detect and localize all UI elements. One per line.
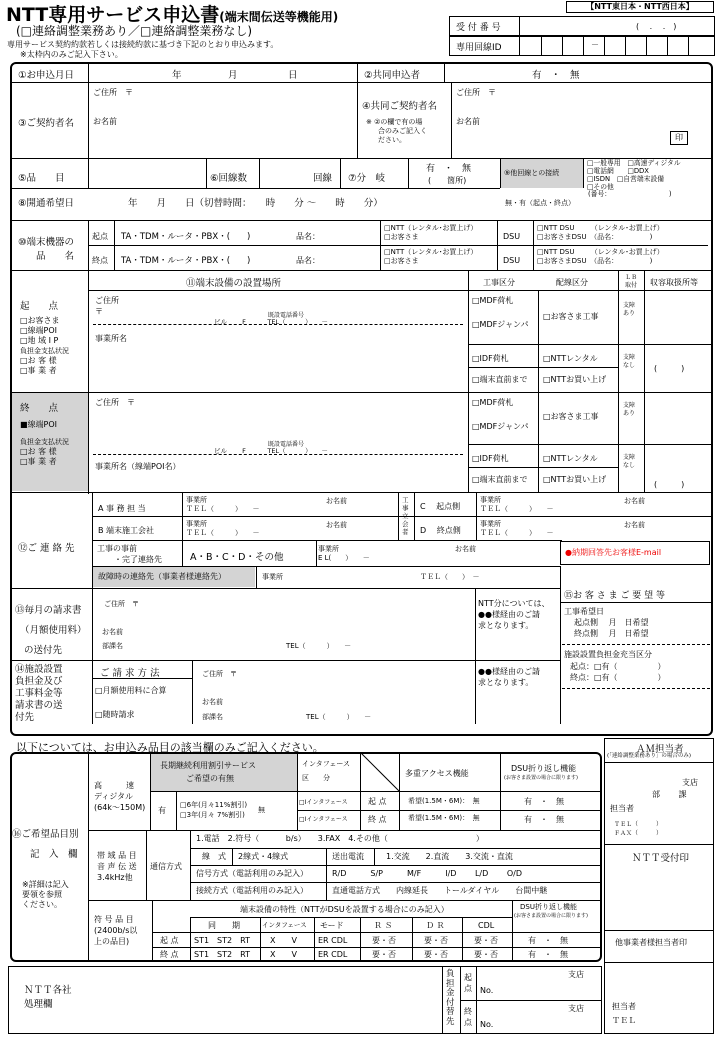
contact-b-name[interactable]: お名前 [326, 521, 347, 529]
contact-a: A 事 務 担 当 [98, 504, 146, 513]
side-branch[interactable]: 支店 [682, 778, 698, 787]
billing-address[interactable]: ご住所 〒 [104, 600, 139, 608]
contact-c-name[interactable]: お名前 [624, 497, 645, 505]
contact-e-office[interactable]: 事業所 [318, 545, 339, 553]
install-end-office[interactable]: 事業所名（線端POI名） [95, 462, 181, 471]
terminal-end-customer-dsu[interactable]: □お客さまDSU （品名： ) [537, 257, 653, 265]
footer-person[interactable]: 担当者 [612, 1002, 636, 1011]
lower-label-2: 記 入 欄 [30, 849, 78, 860]
receipt-number-label: 受 付 番 号 [456, 23, 501, 33]
application-year[interactable]: 年 [172, 70, 182, 81]
circuits-label: ⑥回線数 [210, 173, 248, 184]
start-date-right[interactable]: 無・有（起点・終点） [505, 199, 575, 207]
install-start-existing-phone: 既設電話番号 [268, 312, 305, 319]
terminal-start-ntt[interactable]: □NTT（レンタル･お買上げ） [384, 224, 478, 232]
terminal-end-ntt-dsu[interactable]: □NTT DSU （レンタル･お買上げ） [537, 248, 664, 256]
start-collection-paren[interactable]: ( ) [654, 364, 685, 373]
code-start-sync[interactable]: ST1 ST2 RT [194, 936, 250, 945]
footer-start: 起 点 [464, 973, 472, 993]
requests-label: ⑮お 客 さ ま ご 要 望 等 [564, 591, 666, 601]
multi-access-header: 多重アクセス機能 [405, 769, 469, 778]
install-start-postal[interactable]: 〒 [95, 307, 103, 316]
contact-d-tel[interactable]: ＴＥＬ（ ） － [480, 529, 554, 537]
terminal-end-ntt[interactable]: □NTT（レンタル･お買上げ） [384, 248, 478, 256]
code-start-dr[interactable]: 要・否 [424, 936, 448, 945]
install-start-building[interactable]: ビル F TEL（ ） － [214, 318, 328, 326]
footer-end-branch[interactable]: 支店 [568, 1004, 584, 1013]
start-ntt-buy[interactable]: □NTTお買い上げ [543, 375, 607, 384]
col-cdl: CDL [478, 921, 495, 930]
work-attendee: 工事立会者 [402, 496, 409, 536]
comm-row-2d[interactable]: 1.交流 2.直流 3.交流・直流 [386, 852, 513, 861]
feature-header: 端末設備の特性（NTTがDSUを設置する場合にのみ記入） [240, 905, 449, 914]
branch-yes-no[interactable]: 有 ・ 無 [426, 164, 472, 174]
dsu-end-yes-no[interactable]: 有 ・ 無 [524, 815, 564, 824]
ntt-receipt-label: ＮＴＴ受付印 [632, 853, 690, 864]
billing-label-2: （月額使用料） [20, 625, 87, 636]
contractor-label: ③ご契約者名 [18, 118, 75, 129]
discount-no[interactable]: 無 [258, 806, 265, 814]
multi-start-label: 起 点 [368, 797, 387, 806]
footer-start-no[interactable]: No. [480, 986, 494, 995]
contact-c: C 起点側 [420, 502, 461, 511]
code-end-dr[interactable]: 要・否 [424, 950, 448, 959]
discount-header-2: ご希望の有無 [186, 774, 234, 783]
requests-end-date[interactable]: 終点側 月 日希望 [574, 629, 649, 638]
requests-burden-end[interactable]: 終点：□有（ ） [570, 673, 666, 682]
joint-applicant-label: ②共同申込者 [364, 70, 421, 81]
start-date-label: ⑧開通希望日 [18, 198, 75, 209]
end-mdf[interactable]: □MDF荷札 [472, 398, 514, 407]
form-title-sub: (端末間伝送等機能用) [219, 10, 339, 24]
line-id-dash: － [591, 40, 599, 49]
interface-header-2: 区 分 [302, 774, 330, 782]
facility-separate[interactable]: □随時請求 [95, 710, 135, 719]
coordination-option[interactable]: (□連絡調整業務あり／□連絡調整業務なし) [16, 24, 253, 38]
billing-dept[interactable]: 部課名 [102, 642, 123, 650]
joint-contractor-name[interactable]: お名前 [456, 117, 480, 126]
other-number[interactable]: (番号： ) [588, 190, 672, 198]
contact-d-name[interactable]: お名前 [624, 521, 645, 529]
billing-label-1: ⑬毎月の請求書 [15, 605, 82, 616]
install-end-label: 終 点 [20, 403, 59, 414]
code-start-rs[interactable]: 要・否 [372, 936, 396, 945]
comm-row-2c: 送出電流 [332, 852, 364, 861]
lower-note: ※詳細は記入 要領を参照 ください。 [22, 880, 69, 909]
contact-b: B 端末施工会社 [98, 526, 155, 535]
joint-applicant-yes-no[interactable]: 有 ・ 無 [532, 70, 580, 81]
terminal-start-product[interactable]: 品名： [296, 232, 320, 241]
contact-d-office[interactable]: 事業所 [480, 520, 501, 528]
line-id-label: 専用回線ID [456, 43, 502, 53]
item-label: ⑤品 目 [18, 173, 65, 184]
fault-contact-label: 故障時の連絡先（事業者様連絡先） [98, 572, 226, 581]
band-label: 帯 域 品 目 音 声 伝 送 3.4kHz他 [97, 851, 137, 882]
code-end-cdl[interactable]: 要・否 [474, 950, 498, 959]
code-start-label: 起 点 [160, 936, 179, 945]
contact-a-office[interactable]: 事業所 [186, 496, 207, 504]
dsu-loop-header: DSU折り返し機能 [511, 764, 577, 773]
facility-tel[interactable]: TEL（ ） － [306, 713, 372, 721]
billing-ntt-note: NTT分については、 ●●様経由のご請 求となります。 [478, 599, 550, 630]
discount-yes[interactable]: 有 [158, 806, 166, 815]
discount-6-year[interactable]: □6年(月々11%割引) [180, 801, 248, 809]
notice-text-1: 専用サービス契約約款若しくは接続約款に基づき下記のとおり申込みます。 [7, 40, 279, 49]
billing-name[interactable]: お名前 [102, 628, 123, 636]
side-fax[interactable]: ＦＡＸ（ ） [614, 830, 663, 837]
install-end-opt[interactable]: ■線端POI [20, 420, 58, 429]
contractor-name[interactable]: お名前 [93, 117, 117, 126]
contact-c-tel[interactable]: ＴＥＬ（ ） － [480, 505, 554, 513]
code-start-mode[interactable]: ER CDL [318, 936, 348, 945]
end-customer-work[interactable]: □お客さま工事 [543, 412, 599, 421]
joint-contractor-note-3: ださい。 [378, 136, 406, 144]
high-speed-label: 高 速 ディジタル (64k～150M) [94, 781, 146, 812]
ntt-processing-label: ＮＴＴ各社 処理欄 [24, 985, 72, 1010]
am-note: (「連絡調整業務あり」の場合のみ) [607, 753, 692, 759]
contact-b-tel[interactable]: ＴＥＬ（ ） － [186, 529, 260, 537]
other-person-label: 他事業者様担当者印 [615, 938, 687, 947]
burden-vertical: 負 担 金 付 替 先 [446, 969, 455, 1027]
install-end-building[interactable]: ビル F TEL（ ） － [214, 447, 328, 455]
footer-end-no[interactable]: No. [480, 1020, 494, 1029]
contact-abcd[interactable]: A・B・C・D・その他 [190, 552, 284, 563]
diagonal-cell [361, 753, 399, 791]
if-i-start[interactable]: □Iインタフェース [299, 799, 348, 806]
terminal-start-label: 起点 [92, 232, 108, 241]
discount-3-year[interactable]: □3年(月々 7%割引) [180, 811, 245, 819]
install-end-burden-opts[interactable]: □お 客 様 □事 業 者 [20, 447, 57, 466]
code-start-dsu[interactable]: 有 ・ 無 [528, 936, 568, 945]
end-support-no[interactable]: 支障なし [623, 454, 636, 469]
terminal-end-dsu: DSU [503, 256, 521, 265]
install-start-label: 起 点 [20, 301, 59, 312]
start-mdf[interactable]: □MDF荷札 [472, 296, 514, 305]
install-end-existing-phone: 既設電話番号 [268, 441, 305, 448]
terminal-label-1: ⑩端末機器の [18, 237, 75, 248]
contact-a-tel[interactable]: ＴＥＬ（ ） － [186, 505, 260, 513]
facility-monthly[interactable]: □月額使用料に合算 [95, 686, 167, 695]
start-support-yes[interactable]: 支障あり [623, 302, 636, 317]
dsu-loop2-header: DSU折り返し機能 [520, 903, 577, 911]
facility-name[interactable]: お名前 [202, 698, 223, 706]
facility-label: ⑭施設設置 負担金及び 工事料金等 請求書の送 付先 [15, 664, 63, 723]
dsu-loop2-note: (お客さま設置の場合に限ります) [514, 913, 588, 919]
seal-box: 印 [670, 131, 688, 145]
multi-end-hope[interactable]: 希望(1.5M・6M)： 無 [408, 814, 480, 822]
requests-burden-start[interactable]: 起点：□有（ ） [570, 662, 666, 671]
col-rs: Ｒ Ｓ [374, 921, 393, 930]
fault-office[interactable]: 事業所 [262, 573, 283, 581]
lower-intro: 以下については、お申込み品目の該当欄のみご記入ください。 [16, 741, 324, 754]
end-support-yes[interactable]: 支障あり [623, 402, 636, 417]
dsu-start-yes-no[interactable]: 有 ・ 無 [524, 797, 564, 806]
email-label: ●納期回答先お客様E-mail [565, 548, 662, 557]
company-label: 【NTT東日本・NTT西日本】 [566, 1, 714, 13]
circuits-unit[interactable]: 回線 [313, 173, 333, 184]
code-end-sync[interactable]: ST1 ST2 RT [194, 950, 250, 959]
start-date-text[interactable]: 年 月 日（切替時間： 時 分 ～ 時 分） [128, 198, 383, 209]
footer-tel[interactable]: ＴＥＬ [612, 1016, 636, 1025]
collection-header: 収容取扱所等 [650, 278, 698, 287]
multi-end-label: 終 点 [368, 815, 387, 824]
billing-tel[interactable]: TEL（ ） － [286, 642, 352, 650]
am-label: ＡＭ担当者 [636, 744, 684, 755]
code-start-if[interactable]: X V [270, 936, 297, 945]
start-support-no[interactable]: 支障なし [623, 354, 636, 369]
comm-row-1[interactable]: 1.電話 2.符号（ b/s） 3.FAX 4.その他（ ） [196, 834, 484, 843]
code-end-label: 終 点 [160, 950, 179, 959]
end-collection-paren[interactable]: ( ) [654, 480, 685, 489]
terminal-label-2: 品 名 [36, 251, 75, 262]
install-start-burden-opts[interactable]: □お 客 様 □事 業 者 [20, 356, 57, 375]
end-ntt-buy[interactable]: □NTTお買い上げ [543, 475, 607, 484]
billing-label-3: の送付先 [24, 645, 63, 656]
code-label: 符 号 品 目 (2400b/s以 上の品目) [94, 915, 138, 946]
comm-row-3a: 信号方式（電話利用のみ記入） [196, 869, 308, 878]
start-terminal-front[interactable]: □端末直前まで [472, 375, 528, 384]
dsu-loop-header-note: (お客さま設置の場合に限ります) [504, 775, 578, 781]
start-mdf-jumper[interactable]: □MDFジャンパ [472, 320, 529, 329]
terminal-start-ntt-dsu[interactable]: □NTT DSU （レンタル･お買上げ） [537, 224, 664, 232]
install-end-burden: 負担金支払状況 [20, 438, 69, 446]
col-interface: インタフェース [262, 921, 307, 929]
install-header: ⑪端末設備の設置場所 [186, 278, 282, 289]
facility-address[interactable]: ご住所 〒 [202, 670, 237, 678]
contractor-address[interactable]: ご住所 〒 [93, 88, 133, 97]
end-idf[interactable]: □IDF荷札 [472, 454, 509, 463]
code-end-if[interactable]: X V [270, 950, 297, 959]
discount-header-shade [151, 754, 297, 791]
terminal-start-customer[interactable]: □お客さま [384, 233, 419, 241]
facility-method: ご 請 求 方 法 [100, 668, 160, 679]
side-dept[interactable]: 部 課 [652, 790, 687, 799]
terminal-end-product[interactable]: 品名： [296, 256, 320, 265]
requests-work-date: 工事希望日 [564, 607, 604, 616]
facility-via: ●●様経由のご請 求となります。 [478, 667, 540, 687]
comm-row-2a: 線 式 [202, 852, 226, 861]
application-date-label: ①お申込月日 [18, 70, 75, 81]
contact-a-name[interactable]: お名前 [326, 497, 347, 505]
branch-label: ⑦分 岐 [348, 173, 386, 184]
lower-label-1: ⑯ご希望品目別 [12, 829, 79, 840]
side-person[interactable]: 担当者 [610, 804, 634, 813]
comm-row-2b[interactable]: 2線式・4線式 [238, 852, 289, 861]
facility-dept[interactable]: 部課名 [202, 713, 223, 721]
contact-e-tel[interactable]: E L( ） － [318, 554, 370, 562]
contact-prior-2: ・完了連絡先 [114, 555, 162, 564]
install-start-address[interactable]: ご住所 [95, 296, 119, 305]
start-idf[interactable]: □IDF荷札 [472, 354, 509, 363]
branch-count[interactable]: ( 箇所) [428, 176, 467, 185]
requests-start-date[interactable]: 起点側 月 日希望 [574, 618, 649, 627]
application-day[interactable]: 日 [288, 70, 298, 81]
joint-contractor-note-1: ※ ②の欄で有の場 [366, 118, 423, 126]
contact-c-office[interactable]: 事業所 [480, 496, 501, 504]
requests-burden-title: 施設設置負担金充当区分 [564, 650, 652, 659]
application-month[interactable]: 月 [228, 70, 238, 81]
footer-start-branch[interactable]: 支店 [568, 970, 584, 979]
end-mdf-jumper[interactable]: □MDFジャンパ [472, 422, 529, 431]
comm-row-4b[interactable]: 直通電話方式 内線延長 トールダイヤル 台間中継 [332, 886, 548, 895]
other-connection-options[interactable]: □一般専用 □高速ディジタル □電話網 □DDX □ISDN □自営端末設備 □その他 [587, 159, 681, 191]
fault-tel[interactable]: ＴＥＬ（ ） － [420, 573, 480, 581]
terminal-end-devices[interactable]: TA・TDM・ルータ・PBX・( ) [121, 256, 251, 266]
col-mode: モード [320, 921, 344, 930]
code-end-mode[interactable]: ER CDL [318, 950, 348, 959]
code-end-rs[interactable]: 要・否 [372, 950, 396, 959]
form-title: NTT専用サービス申込書(端末間伝送等機能用) [6, 4, 339, 26]
contact-d: D 終点側 [420, 526, 461, 535]
comm-method-label: 通信方式 [150, 862, 182, 871]
footer-end: 終 点 [464, 1007, 472, 1027]
contact-prior-1: 工事の事前 [97, 544, 137, 553]
contact-b-office[interactable]: 事業所 [186, 520, 207, 528]
install-end-address[interactable]: ご住所 〒 [95, 398, 135, 407]
end-terminal-front[interactable]: □端末直前まで [472, 475, 528, 484]
wiring-class-header: 配線区分 [556, 278, 588, 287]
terminal-start-customer-dsu[interactable]: □お客さまDSU （品名： ) [537, 233, 653, 241]
discount-header: 長期継続利用割引サービス [160, 761, 256, 770]
multi-start-hope[interactable]: 希望(1.5M・6M)： 無 [408, 797, 480, 805]
if-i-end[interactable]: □Iインタフェース [299, 816, 348, 823]
end-ntt-rental[interactable]: □NTTレンタル [543, 454, 598, 463]
lb-header: ＬＢ取付 [624, 274, 637, 289]
receipt-number-paren: ( . . ) [636, 22, 677, 31]
work-class-header: 工事区分 [483, 278, 515, 287]
side-tel[interactable]: ＴＥＬ（ ） [614, 821, 663, 828]
terminal-end-label: 終点 [92, 256, 108, 265]
comm-row-4a: 接続方式（電話利用のみ記入） [196, 886, 308, 895]
col-dr: Ｄ Ｒ [426, 921, 445, 930]
interface-header: インタフェース [302, 760, 351, 768]
install-start-opts[interactable]: □お客さま □線端POI □地 域 I P [20, 316, 60, 345]
start-customer-work[interactable]: □お客さま工事 [543, 312, 599, 321]
install-start-burden: 負担金支払状況 [20, 347, 69, 355]
install-start-office[interactable]: 事業所名 [95, 334, 127, 343]
comm-row-3b[interactable]: R/D S/P M/F I/D L/D O/D [332, 869, 522, 878]
code-end-dsu[interactable]: 有 ・ 無 [528, 950, 568, 959]
contact-label: ⑫ご 連 絡 先 [18, 543, 75, 554]
code-start-cdl[interactable]: 要・否 [474, 936, 498, 945]
terminal-start-devices[interactable]: TA・TDM・ルータ・PBX・( ) [121, 232, 251, 242]
joint-contractor-note-2: 合のみご記入く [378, 127, 427, 135]
joint-contractor-label: ④共同ご契約者名 [362, 101, 438, 112]
terminal-start-dsu: DSU [503, 232, 521, 241]
notice-text-2: ※太枠内のみご記入下さい。 [20, 50, 123, 59]
start-ntt-rental[interactable]: □NTTレンタル [543, 354, 598, 363]
contact-e-name[interactable]: お名前 [455, 545, 476, 553]
other-connection-label: ⑨他回線との接続 [504, 169, 560, 177]
terminal-end-customer[interactable]: □お客さま [384, 257, 419, 265]
col-sync: 同 期 [208, 921, 240, 930]
joint-contractor-address[interactable]: ご住所 〒 [456, 88, 496, 97]
